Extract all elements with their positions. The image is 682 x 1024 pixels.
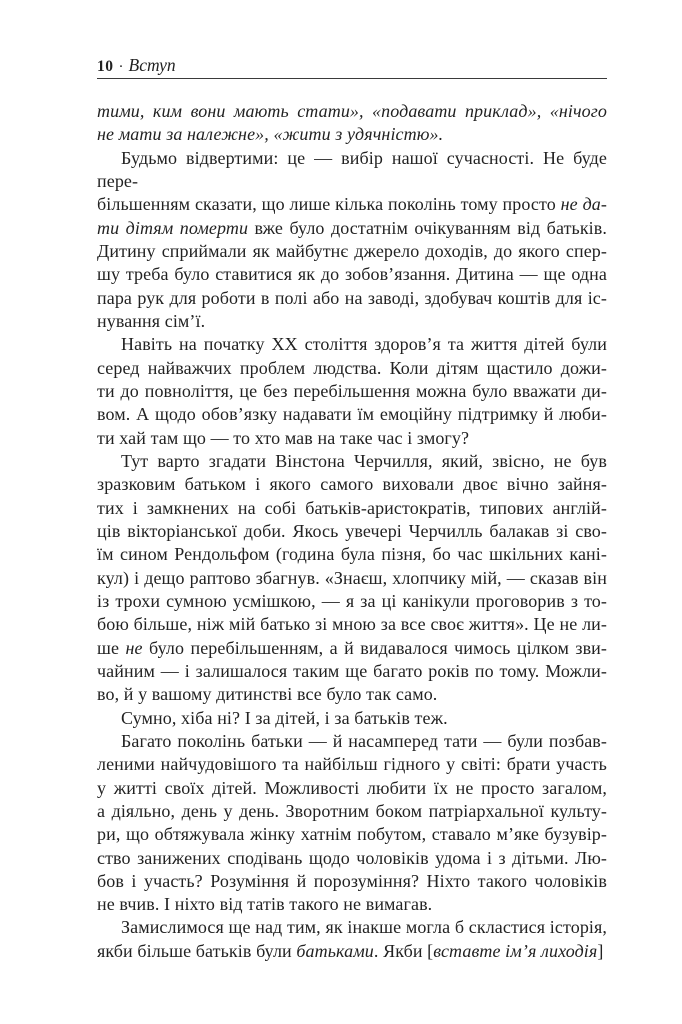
text-line — [97, 637, 607, 660]
text-run: пара рук для роботи в полі або на заводі, здобувач коштів для іс- — [97, 287, 607, 308]
text-run: ше — [97, 637, 126, 658]
paragraph — [97, 147, 607, 334]
text-line — [97, 450, 607, 473]
text-line — [97, 473, 607, 496]
text-run: чайним — і залишалося таким ще багато років по тому. Можли- — [97, 660, 607, 681]
text-run: ти хай там що — то хто мав на таке час і змогу? — [97, 427, 470, 448]
text-line — [97, 357, 607, 380]
text-line — [97, 567, 607, 590]
text-run: ти дітям померти — [97, 217, 249, 238]
text-run: було перебільшенням, а й видавалося чимось цілком зви- — [142, 637, 607, 658]
text-run: Сумно, хіба ні? І за дітей, і за батьків теж. — [121, 707, 448, 728]
text-line — [97, 217, 607, 240]
text-run: Тут варто згадати Вінстона Черчилля, який, звісно, не був — [121, 450, 607, 471]
text-run: не мати за належне», «жити з удячністю». — [97, 124, 444, 145]
text-line — [97, 660, 607, 683]
text-run: бою більше, ніж мій батько зі мною за все своє життя». Це не ли- — [97, 614, 607, 635]
text-run: у житті своїх дітей. Можливості любити їх не просто загалом, — [97, 777, 607, 798]
page-header — [97, 54, 607, 78]
text-run: ] — [597, 940, 604, 961]
text-run: вставте ім’я лиходія — [433, 940, 598, 961]
paragraph — [97, 100, 607, 147]
text-line — [97, 403, 607, 426]
header-rule — [97, 78, 607, 79]
text-line — [97, 287, 607, 310]
text-line — [97, 520, 607, 543]
text-line — [97, 123, 607, 146]
text-run: більшенням сказати, що лише кілька поколінь тому просто — [97, 194, 561, 215]
text-run: Навіть на початку XX століття здоров’я та життя дітей були — [121, 334, 607, 355]
text-run: не вчив. І ніхто від татів такого не вимагав. — [97, 894, 433, 915]
text-line — [97, 497, 607, 520]
text-line — [97, 380, 607, 403]
text-line — [97, 753, 607, 776]
paragraph — [97, 333, 607, 450]
text-run: тими, ким вони мають стати», «подавати приклад», «нічого — [97, 101, 607, 121]
text-run: Дитину сприймали як майбутнє джерело доходів, до якого спер- — [97, 240, 607, 261]
text-run: вом. А щодо обов’язку надавати їм емоційну підтримку й люби- — [97, 404, 607, 425]
text-run: ців вікторіанської доби. Якось увечері Черчилль балакав зі сво- — [97, 520, 607, 541]
header-separator: · — [118, 59, 124, 75]
text-line — [97, 870, 607, 893]
text-run: а діяльно, день у день. Зворотним боком патріархальної культу- — [97, 800, 607, 821]
text-run: серед найважчих проблем людства. Коли дітям щастило дожи- — [97, 357, 607, 378]
text-run: тих і замкнених на собі батьків-аристократів, типових англій- — [97, 497, 607, 518]
text-line — [97, 613, 607, 636]
text-line — [97, 193, 607, 216]
text-line — [97, 800, 607, 823]
page-number: 10 — [97, 58, 114, 75]
text-line — [97, 893, 607, 916]
text-line — [97, 940, 607, 963]
text-line — [97, 683, 607, 706]
text-line — [97, 916, 607, 939]
text-run: бов і участь? Розуміння й порозуміння? Ніхто такого чоловіків — [97, 870, 607, 891]
chapter-title: Вступ — [128, 55, 176, 75]
text-line — [97, 590, 607, 613]
text-run: ти до повноліття, це без перебільшення можна було вважати ди- — [97, 380, 607, 401]
text-run: . Якби [ — [373, 940, 434, 961]
text-line — [97, 823, 607, 846]
text-run: із трохи сумною усмішкою, — я за ці канікули проговорив з то- — [97, 590, 607, 611]
text-run: не да- — [560, 194, 607, 215]
text-run: зразковим батьком і якого самого виховали двоє вічно зайня- — [97, 474, 607, 495]
text-run: ри, що обтяжувала жінку хатнім побутом, ставало м’яке бузувір- — [97, 824, 607, 845]
text-line — [97, 147, 607, 194]
text-run: вже було достатнім очікуванням від батьків. — [248, 217, 607, 238]
text-run: леними найчудовішого та найбільш гідного у світі: брати участь — [97, 754, 607, 775]
paragraph — [97, 450, 607, 707]
text-run: во, й у вашому дитинстві все було так само. — [97, 684, 438, 705]
text-line — [97, 707, 607, 730]
text-line — [97, 100, 607, 123]
paragraph — [97, 707, 607, 730]
text-run: батьками — [296, 940, 374, 961]
text-run: їм сином Рендольфом (година була пізня, бо час шкільних кані- — [97, 544, 607, 565]
text-line — [97, 730, 607, 753]
text-run: нування сім’ї. — [97, 310, 206, 331]
text-run: Будьмо відвертими: це — вибір нашої сучасності. Не буде пере- — [97, 147, 607, 191]
paragraph — [97, 916, 607, 963]
text-run: ство занижених сподівань щодо чоловіків удома і з дітьми. Лю- — [97, 847, 607, 868]
text-run: не — [125, 637, 143, 658]
text-line — [97, 427, 607, 450]
text-line — [97, 263, 607, 286]
text-run: шу треба було ставитися як до зобов’язання. Дитина — ще одна — [97, 264, 607, 285]
text-run: Замислимося ще над тим, як інакше могла б скластися історія, — [121, 917, 607, 938]
text-line — [97, 777, 607, 800]
text-line — [97, 240, 607, 263]
paragraph — [97, 730, 607, 917]
text-run: якби більше батьків були — [97, 940, 297, 961]
text-line — [97, 310, 607, 333]
text-line — [97, 847, 607, 870]
text-run: кул) і дещо раптово збагнув. «Знаєш, хлопчику мій, — сказав він — [97, 567, 607, 588]
text-line — [97, 543, 607, 566]
body-text — [97, 100, 607, 963]
text-run: Багато поколінь батьки — й насамперед тати — були позбав- — [121, 730, 607, 751]
text-line — [97, 333, 607, 356]
